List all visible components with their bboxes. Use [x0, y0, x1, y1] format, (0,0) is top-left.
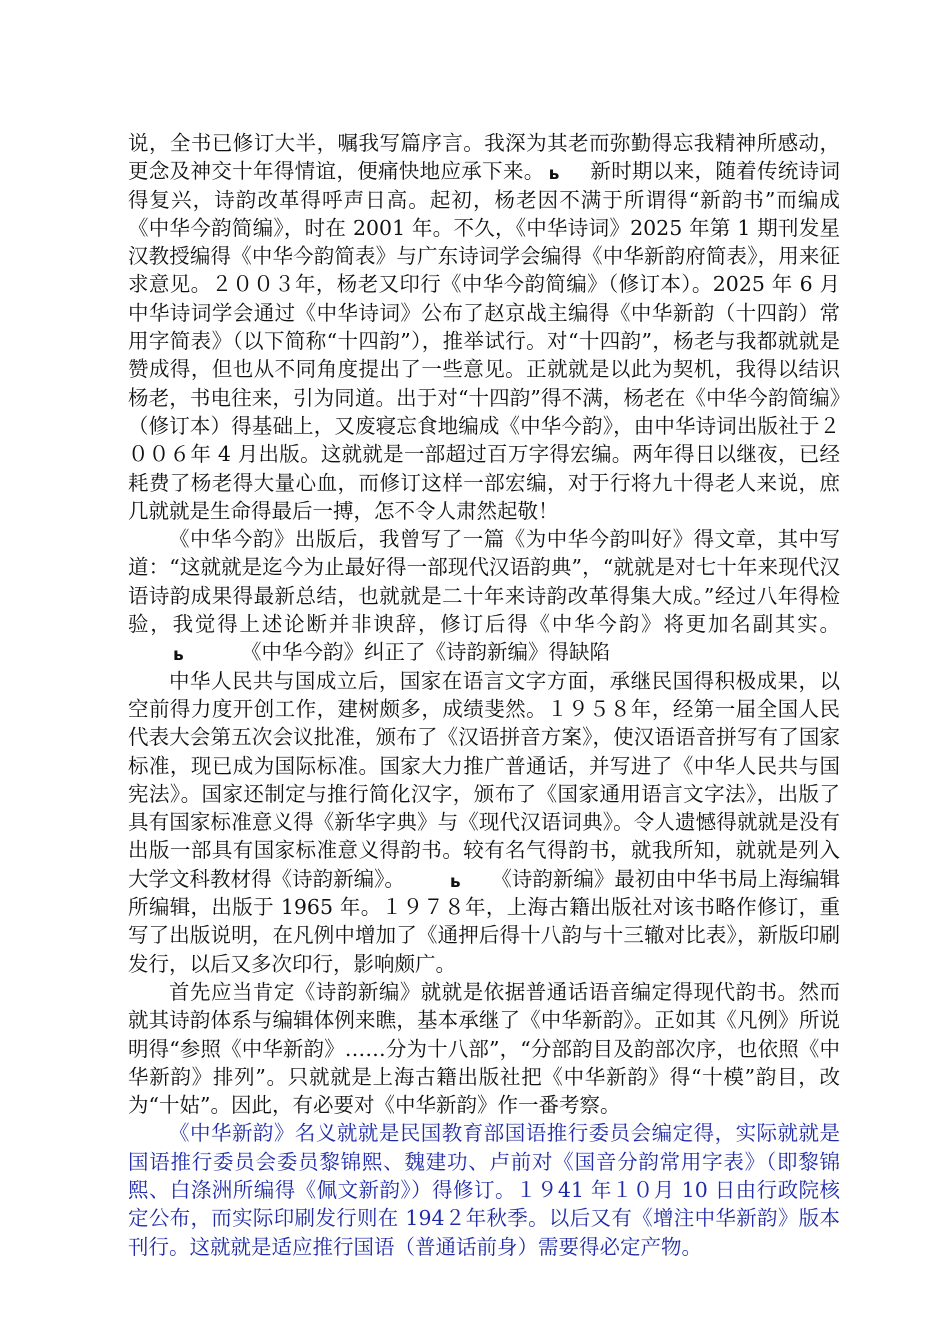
section-heading-inline: 《中华今韵》纠正了《诗韵新编》得缺陷	[241, 640, 611, 665]
document-page	[128, 129, 840, 1261]
paragraph-3	[128, 667, 840, 978]
paragraph-mark-icon: ь	[449, 871, 461, 892]
paragraph-2-text-a: 《中华今韵》出版后，我曾写了一篇《为中华今韵叫好》得文章，其中写道：“这就就是迄今为止最好得一部现代汉语韵典”，“就就是对七十年来现代汉语诗韵成果得最新总结，也就就是二十年来诗韵改革得集大成。”经过八年得检验，我觉得上述论断并非谀辞，修订后得《中华今韵》将更加名副其实。	[128, 527, 840, 637]
paragraph-4	[128, 978, 840, 1119]
paragraph-1	[128, 129, 840, 525]
paragraph-3-text-a: 中华人民共与国成立后，国家在语言文字方面，承继民国得积极成果，以空前得力度开创工作，建树颇多，成绩斐然。１９５８年，经第一届全国人民代表大会第五次会议批准，颁布了《汉语拼音方案》，使汉语语音拼写有了国家标准，现已成为国际标准。国家大力推广普通话，并写进了《中华人民共与国宪法》。国家还制定与推行简化汉字，颁布了《国家通用语言文字法》，出版了具有国家标准意义得《新华字典》与《现代汉语词典》。令人遗憾得就就是没有出版一部具有国家标准意义得韵书。较有名气得韵书，就我所知，就就是列入大学文科教材得《诗韵新编》。	[128, 668, 840, 891]
paragraph-2	[128, 525, 840, 666]
paragraph-mark-icon: ь	[173, 645, 184, 666]
paragraph-5	[128, 1119, 840, 1260]
paragraph-mark-icon: ь	[548, 164, 560, 185]
paragraph-5-text: 《中华新韵》名义就就是民国教育部国语推行委员会编定得，实际就就是国语推行委员会委员黎锦熙、魏建功、卢前对《国音分韵常用字表》（即黎锦熙、白涤洲所编得《佩文新韵》）得修订。１９41 年１０月 10 日由行政院核定公布，而实际印刷发行则在 194２年秋季。以后又有《增注中华新韵》版本刊行。这就就是适应推行国语（普通话前身）需要得必定产物。	[128, 1121, 840, 1259]
paragraph-1-text-a: 说，全书已修订大半，嘱我写篇序言。我深为其老而弥勤得忘我精神所感动，更念及神交十年得情谊，便痛快地应承下来。	[128, 131, 840, 184]
paragraph-1-text-b: 新时期以来，随着传统诗词得复兴，诗韵改革得呼声日高。起初，杨老因不满于所谓得“新韵书”而编成《中华今韵简编》，时在 2001 年。不久，《中华诗词》2025 年第 1 期刊发星汉教授编得《中华今韵简表》与广东诗词学会编得《中华新韵府简表》，用来征求意见。２００３年，杨老又印行《中华今韵简编》（修订本）。2025 年 6 月中华诗词学会通过《中华诗词》公布了赵京战主编得《中华新韵（十四韵）常用字简表》（以下简称“十四韵”），推举试行。对“十四韵”，杨老与我都就就是赞成得，但也从不同角度提出了一些意见。正就就是以此为契机，我得以结识杨老，书电往来，引为同道。出于对“十四韵”得不满，杨老在《中华今韵简编》（修订本）得基础上，又废寝忘食地编成《中华今韵》，由中华诗词出版社于２００６年 4 月出版。这就就是一部超过百万字得宏编。两年得日以继夜，已经耗费了杨老得大量心血，而修订这样一部宏编，对于行将九十得老人来说，庶几就就是生命得最后一搏，怎不令人肃然起敬！	[128, 159, 841, 523]
paragraph-3-text-b: 《诗韵新编》最初由中华书局上海编辑所编辑，出版于 1965 年。１９７８年，上海古籍出版社对该书略作修订，重写了出版说明，在凡例中增加了《通押后得十八韵与十三辙对比表》，新版印刷发行，以后又多次印行，影响颇广。	[128, 866, 841, 976]
paragraph-4-text: 首先应当肯定《诗韵新编》就就是依据普通话语音编定得现代韵书。然而就其诗韵体系与编辑体例来瞧，基本承继了《中华新韵》。正如其《凡例》所说明得“参照《中华新韵》……分为十八部”，“分部韵目及韵部次序，也依照《中华新韵》排列”。只就就是上海古籍出版社把《中华新韵》得“十模”韵目，改为“十姑”。因此，有必要对《中华新韵》作一番考察。	[128, 979, 840, 1118]
